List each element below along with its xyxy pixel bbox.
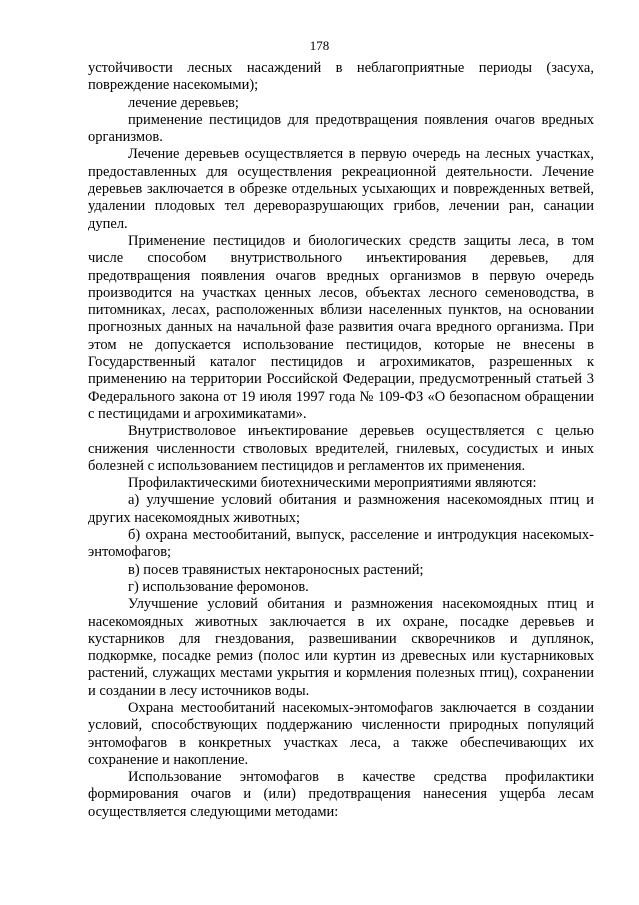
paragraph-12: Улучшение условий обитания и размножения насекомоядных птиц и насекомоядных животных заключается в их охране, посадке деревьев и кустарников для гнездования, развешивании скворечников и дуплянок, подкормке, посадке ремиз (полос или куртин из древесных или кустарниковых растений, служащих местами укрытия и кормления полезных птиц), сохранении и создании в лесу источников воды.: [88, 596, 594, 699]
paragraph-4: Лечение деревьев осуществляется в первую очередь на лесных участках, предоставленных для осуществления рекреационной деятельности. Лечение деревьев заключается в обрезке отдельных усыхающих и поврежденных ветвей, удалении плодовых тел дереворазрушающих грибов, лечении ран, санации дупел.: [88, 146, 594, 232]
paragraph-5: Применение пестицидов и биологических средств защиты леса, в том числе способом внутриствольного инъектирования деревьев, для предотвращения появления очагов вредных организмов в первую очередь производится на участках ценных лесов, объектах лесного семеноводства, в питомниках, лесах, расположенных вблизи населенных пунктов, на основании прогнозных данных на начальной фазе развития очага вредного организма. При этом не допускается использование пестицидов, которые не внесены в Государственный каталог пестицидов и агрохимикатов, разрешенных к применению на территории Российской Федерации, предусмотренный статьей 3 Федерального закона от 19 июля 1997 года № 109-ФЗ «О безопасном обращении с пестицидами и агрохимикатами».: [88, 232, 594, 422]
paragraph-14: Использование энтомофагов в качестве средства профилактики формирования очагов и (или) предотвращения нанесения ущерба лесам осуществляется следующими методами:: [88, 769, 594, 820]
list-item-d: г) использование феромонов.: [128, 578, 309, 595]
page-body: [88, 60, 594, 821]
paragraph-6: Внутристволовое инъектирование деревьев осуществляется с целью снижения численности стволовых вредителей, гнилевых, сосудистых и иных болезней с использованием пестицидов и регламентов их применения.: [88, 423, 594, 474]
paragraph-3: применение пестицидов для предотвращения появления очагов вредных организмов.: [88, 111, 594, 146]
paragraph-1: устойчивости лесных насаждений в неблагоприятные периоды (засуха, повреждение насекомыми);: [88, 60, 594, 94]
paragraph-13: Охрана местообитаний насекомых-энтомофагов заключается в создании условий, способствующих поддержанию численности природных популяций энтомофагов в конкретных участках леса, а также обеспечивающих их сохранение и накопление.: [88, 699, 594, 768]
page-number: 178: [309, 38, 330, 53]
paragraph-2: лечение деревьев;: [128, 94, 239, 111]
list-item-c: в) посев травянистых нектароносных растений;: [128, 561, 424, 578]
list-item-a: а) улучшение условий обитания и размножения насекомоядных птиц и других насекомоядных животных;: [88, 492, 594, 526]
paragraph-7: Профилактическими биотехническими мероприятиями являются:: [128, 475, 537, 492]
list-item-b: б) охрана местообитаний, выпуск, расселение и интродукция насекомых-энтомофагов;: [88, 527, 594, 561]
